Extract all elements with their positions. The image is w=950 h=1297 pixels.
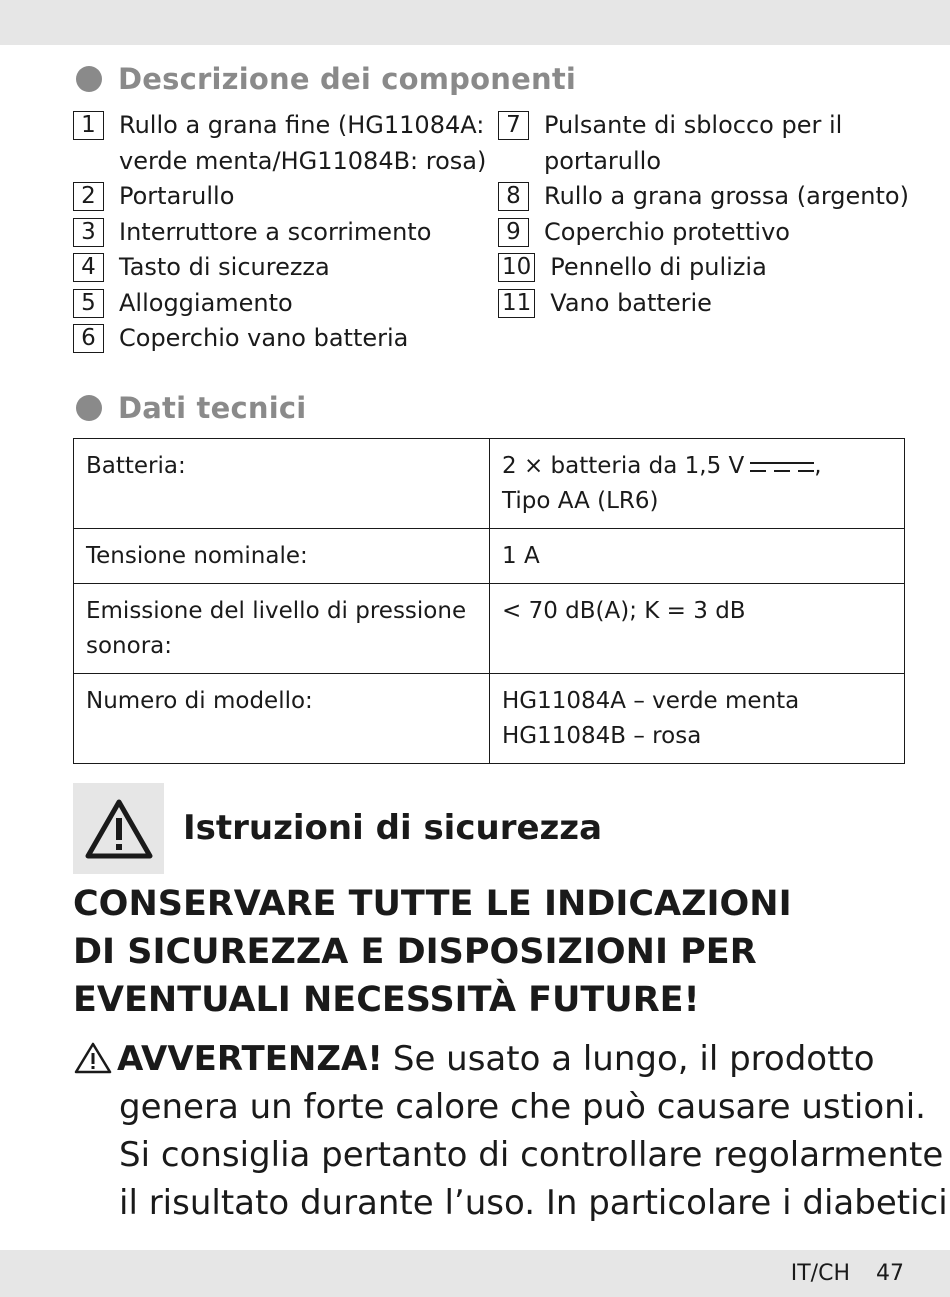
component-item-2 — [73, 179, 486, 215]
component-number: 1 — [73, 111, 104, 140]
warning-lead-line — [73, 1035, 903, 1083]
direct-current-icon — [750, 460, 814, 474]
spec-value: < 70 dB(A); K = 3 dB — [490, 584, 905, 674]
table-row — [74, 674, 905, 764]
component-label: Pennello di pulizia — [550, 253, 767, 281]
component-number: 9 — [498, 218, 529, 247]
component-number: 2 — [73, 182, 104, 211]
battery-value-suffix: , — [814, 453, 822, 479]
page-number: 47 — [876, 1261, 904, 1286]
warning-text-line: Si consiglia pertanto di controllare regolarmente — [119, 1135, 944, 1175]
battery-type: Tipo AA (LR6) — [502, 488, 659, 514]
warning-label: AVVERTENZA! — [117, 1039, 383, 1079]
bullet-dot — [76, 395, 102, 421]
components-list-right — [498, 108, 909, 321]
spec-label: Tensione nominale: — [74, 529, 490, 584]
spec-value: 1 A — [490, 529, 905, 584]
warning-paragraph — [73, 1035, 948, 1227]
footer-locale: IT/CH — [790, 1261, 850, 1286]
spec-label: Numero di modello: — [74, 674, 490, 764]
keep-instructions-heading: CONSERVARE TUTTE LE INDICAZIONI DI SICUREZZA E DISPOSIZIONI PER EVENTUALI NECESSITÀ FUTURE! — [73, 884, 792, 1020]
component-label: Vano batterie — [550, 288, 712, 317]
warning-triangle-icon — [73, 1041, 113, 1075]
components-title: Descrizione dei componenti — [118, 62, 577, 96]
component-item-3 — [73, 215, 486, 251]
spec-value: HG11084A – verde menta HG11084B – rosa — [490, 674, 905, 764]
technical-heading — [76, 391, 306, 425]
component-label: Tasto di sicurezza — [119, 253, 330, 281]
component-label: Rullo a grana grossa (argento) — [544, 182, 909, 210]
component-label: Interruttore a scorrimento — [119, 217, 432, 246]
component-item-8 — [498, 179, 909, 215]
battery-value: 2 × batteria da 1,5 V — [502, 453, 745, 479]
component-item-1 — [73, 108, 486, 179]
components-heading — [76, 62, 576, 96]
component-number: 4 — [73, 253, 104, 282]
component-item-4 — [73, 250, 486, 286]
warning-icon-box — [73, 783, 164, 874]
safety-title: Istruzioni di sicurezza — [183, 808, 603, 848]
component-number: 7 — [498, 111, 529, 140]
component-number: 3 — [73, 218, 104, 247]
component-item-9 — [498, 215, 909, 251]
warning-text-line: genera un forte calore che può causare ustioni. — [119, 1087, 926, 1127]
component-number: 10 — [498, 253, 535, 282]
spec-label: Emissione del livello di pressione sonora: — [74, 584, 490, 674]
component-item-7 — [498, 108, 909, 179]
table-row — [74, 584, 905, 674]
components-list-left — [73, 108, 486, 357]
spec-label: Batteria: — [74, 439, 490, 529]
table-row — [74, 529, 905, 584]
warning-text-line: Se usato a lungo, il prodotto — [392, 1039, 875, 1079]
technical-data-table — [73, 438, 905, 764]
component-label: Coperchio vano batteria — [119, 324, 409, 352]
component-label: Rullo a grana fine (HG11084A: verde menta/HG11084B: rosa) — [119, 111, 487, 175]
component-number: 6 — [73, 324, 104, 353]
component-number: 11 — [498, 289, 535, 318]
technical-title: Dati tecnici — [118, 391, 307, 425]
component-number: 5 — [73, 289, 104, 318]
warning-triangle-icon — [84, 798, 154, 860]
component-item-10 — [498, 250, 909, 286]
table-row — [74, 439, 905, 529]
component-item-11 — [498, 286, 909, 322]
component-number: 8 — [498, 182, 529, 211]
component-item-5 — [73, 286, 486, 322]
bullet-dot — [76, 66, 102, 92]
top-band — [0, 0, 950, 45]
warning-text-line: il risultato durante l’uso. In particolare i diabetici — [119, 1183, 948, 1223]
component-label: Coperchio protettivo — [544, 217, 790, 246]
component-label: Alloggiamento — [119, 288, 293, 317]
page-footer — [791, 1261, 904, 1286]
component-label: Pulsante di sblocco per il portarullo — [544, 111, 843, 175]
component-item-6 — [73, 321, 486, 357]
spec-value — [490, 439, 905, 529]
component-label: Portarullo — [119, 182, 235, 210]
